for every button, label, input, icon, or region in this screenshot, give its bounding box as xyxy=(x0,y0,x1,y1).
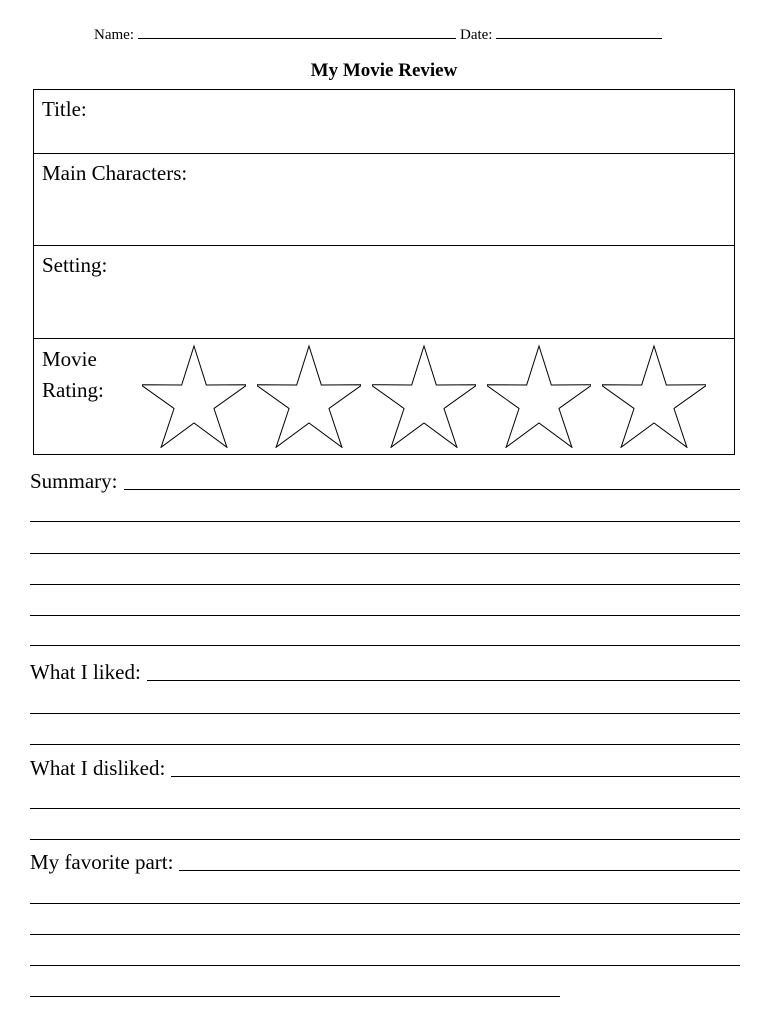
date-blank[interactable] xyxy=(496,24,662,39)
star-outline xyxy=(602,346,706,447)
star-1-icon[interactable] xyxy=(142,344,246,448)
setting-label: Setting: xyxy=(42,253,108,277)
name-label: Name: xyxy=(94,27,134,43)
disliked-line[interactable] xyxy=(30,808,740,809)
date-label: Date: xyxy=(459,27,493,43)
review-table xyxy=(33,89,735,455)
summary-line[interactable] xyxy=(30,521,740,522)
movie-rating-row xyxy=(34,339,734,455)
star-4-icon[interactable] xyxy=(487,344,591,448)
summary-line[interactable] xyxy=(30,584,740,585)
star-outline xyxy=(487,346,591,447)
movie-rating-label xyxy=(42,344,104,406)
main-characters-row[interactable] xyxy=(34,154,734,246)
disliked-line[interactable] xyxy=(30,839,740,840)
favorite-line[interactable] xyxy=(30,903,740,904)
summary-line[interactable] xyxy=(30,553,740,554)
star-rating xyxy=(142,344,722,446)
liked-line[interactable] xyxy=(30,744,740,745)
title-row[interactable] xyxy=(34,90,734,154)
movie-rating-label-line1: Movie xyxy=(42,347,97,371)
favorite-line[interactable] xyxy=(179,869,740,871)
liked-label: What I liked: xyxy=(30,660,141,684)
liked-line[interactable] xyxy=(30,713,740,714)
star-outline xyxy=(257,346,361,447)
favorite-line[interactable] xyxy=(30,996,560,997)
star-5-icon[interactable] xyxy=(602,344,706,448)
worksheet-title: My Movie Review xyxy=(310,60,458,81)
favorite-line[interactable] xyxy=(30,965,740,966)
favorite-line[interactable] xyxy=(30,934,740,935)
summary-label: Summary: xyxy=(30,469,118,493)
favorite-label: My favorite part: xyxy=(30,850,174,874)
liked-line[interactable] xyxy=(147,679,740,681)
liked-section xyxy=(30,659,740,685)
summary-section xyxy=(30,468,740,494)
star-3-icon[interactable] xyxy=(372,344,476,448)
star-outline xyxy=(142,346,246,447)
name-blank[interactable] xyxy=(138,24,456,39)
main-characters-label: Main Characters: xyxy=(42,161,188,185)
star-2-icon[interactable] xyxy=(257,344,361,448)
summary-line[interactable] xyxy=(30,615,740,616)
disliked-section xyxy=(30,755,740,781)
favorite-section xyxy=(30,849,740,875)
movie-rating-label-line2: Rating: xyxy=(42,378,104,402)
disliked-label: What I disliked: xyxy=(30,756,166,780)
title-label: Title: xyxy=(42,97,87,121)
summary-line[interactable] xyxy=(124,488,741,490)
name-date-line xyxy=(94,24,662,44)
star-outline xyxy=(372,346,476,447)
summary-line[interactable] xyxy=(30,645,740,646)
setting-row[interactable] xyxy=(34,246,734,339)
disliked-line[interactable] xyxy=(171,775,740,777)
